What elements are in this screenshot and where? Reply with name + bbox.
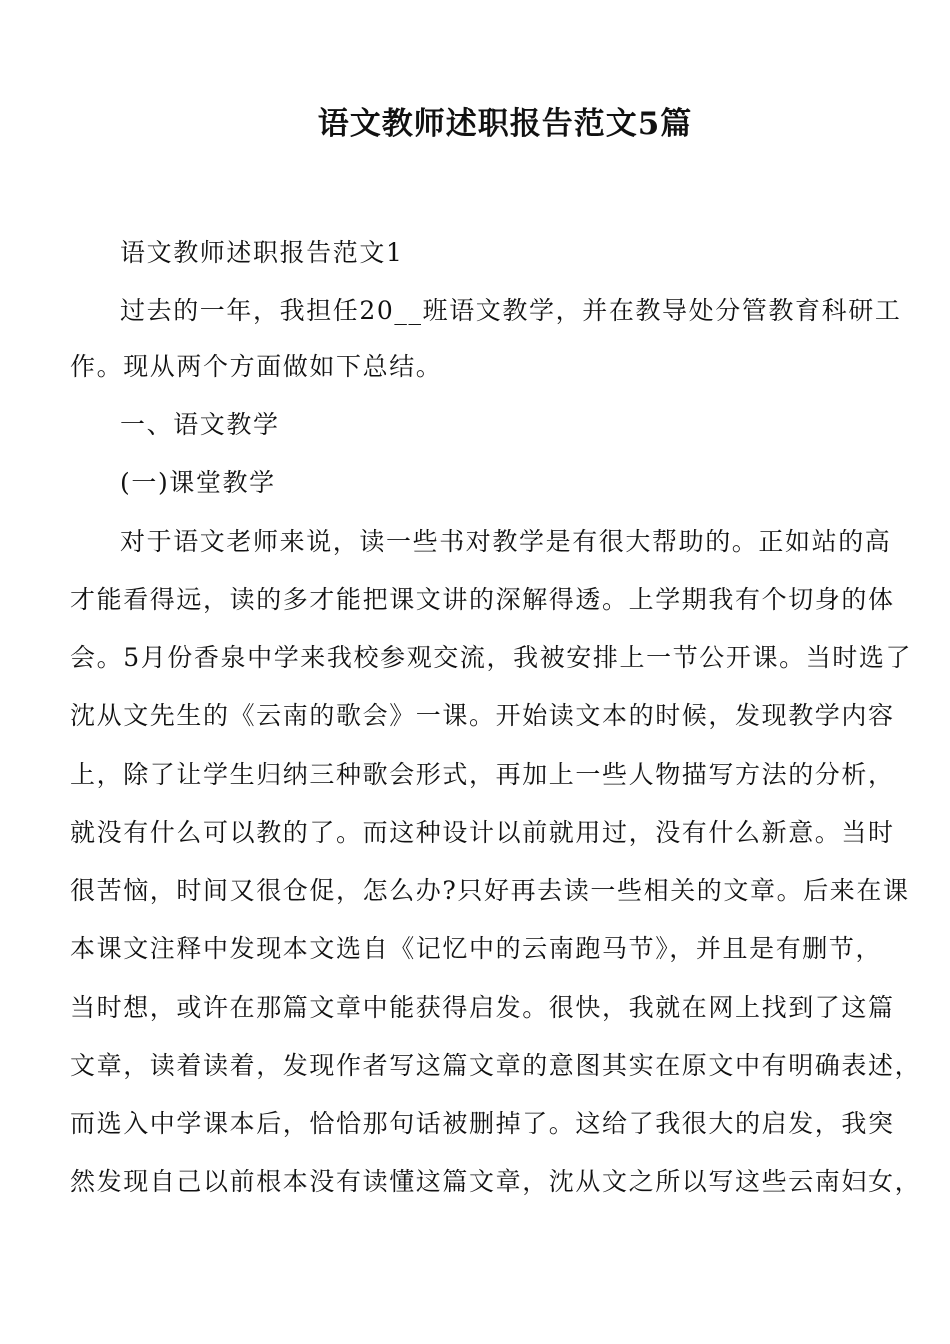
paragraph-line: 很苦恼，时间又很仓促，怎么办?只好再去读一些相关的文章。后来在课	[70, 876, 910, 905]
document-title: 语文教师述职报告范文5篇	[317, 106, 693, 142]
paragraph-line: 才能看得远，读的多才能把课文讲的深解得透。上学期我有个切身的体	[70, 585, 895, 614]
paragraph-line: 然发现自己以前根本没有读懂这篇文章，沈从文之所以写这些云南妇女，	[70, 1167, 922, 1196]
paragraph-line: 就没有什么可以教的了。而这种设计以前就用过，没有什么新意。当时	[70, 818, 895, 847]
paragraph-line: 对于语文老师来说，读一些书对教学是有很大帮助的。正如站的高	[120, 527, 892, 556]
paragraph-line: 本课文注释中发现本文选自《记忆中的云南跑马节》，并且是有删节，	[70, 934, 883, 963]
paragraph-line: 上，除了让学生归纳三种歌会形式，再加上一些人物描写方法的分析，	[70, 760, 895, 789]
paragraph-line: 文章，读着读着，发现作者写这篇文章的意图其实在原文中有明确表述，	[70, 1051, 922, 1080]
section-heading-1: 语文教师述职报告范文1	[120, 238, 404, 267]
paragraph-line: 过去的一年，我担任20__班语文教学，并在教导处分管教育科研工	[120, 296, 902, 325]
section-heading-2: 一、语文教学	[120, 410, 280, 439]
paragraph-line: 当时想，或许在那篇文章中能获得启发。很快，我就在网上找到了这篇	[70, 993, 895, 1022]
paragraph-line: 沈从文先生的《云南的歌会》一课。开始读文本的时候，发现教学内容	[70, 701, 895, 730]
paragraph-line: 而选入中学课本后，恰恰那句话被删掉了。这给了我很大的启发，我突	[70, 1109, 895, 1138]
paragraph-line: 作。现从两个方面做如下总结。	[70, 352, 443, 381]
paragraph-line: 会。5月份香泉中学来我校参观交流，我被安排上一节公开课。当时选了	[70, 643, 913, 672]
section-heading-3: (一)课堂教学	[120, 468, 276, 497]
